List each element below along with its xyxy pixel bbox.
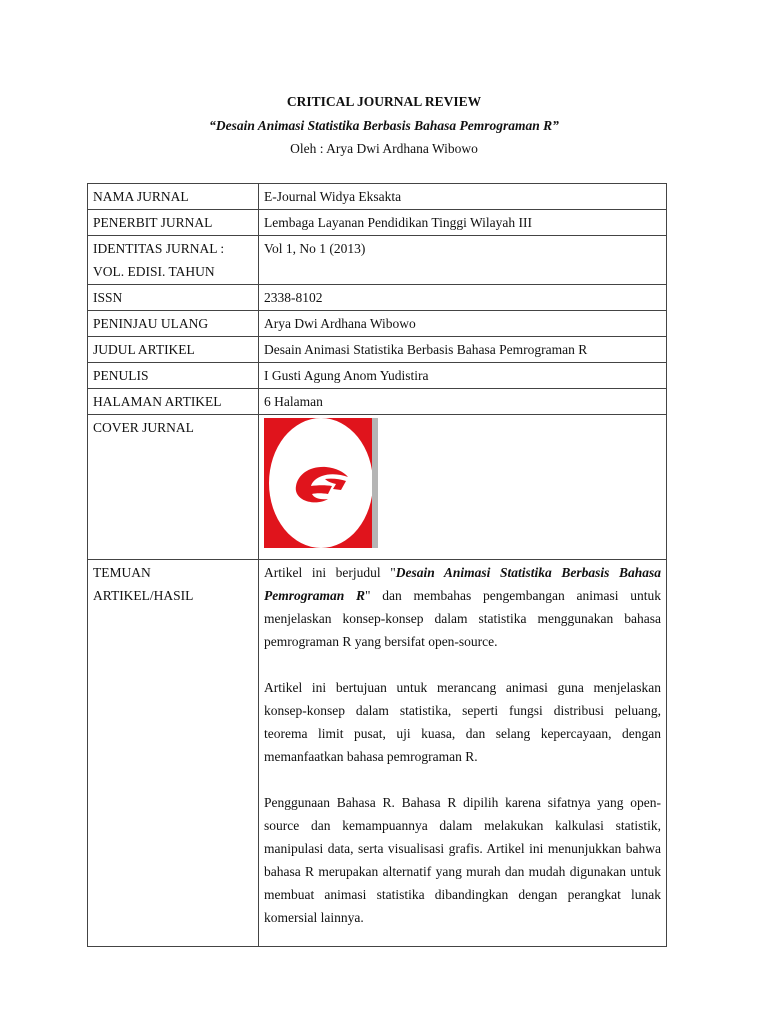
row-value: E-Journal Widya Eksakta <box>259 184 667 210</box>
row-label: JUDUL ARTIKEL <box>88 337 259 363</box>
row-label: NAMA JURNAL <box>88 184 259 210</box>
table-row <box>88 415 667 560</box>
row-value: I Gusti Agung Anom Yudistira <box>259 363 667 389</box>
review-table <box>87 183 667 947</box>
row-value: Arya Dwi Ardhana Wibowo <box>259 311 667 337</box>
article-title-emphasis: Desain Animasi Statistika Berbasis Bahasa Pemrograman R <box>264 565 662 603</box>
row-label-line: IDENTITAS JURNAL : <box>93 241 225 256</box>
row-value: Lembaga Layanan Pendidikan Tinggi Wilayah III <box>259 210 667 236</box>
row-label <box>88 560 259 947</box>
row-label: COVER JURNAL <box>88 415 259 560</box>
article-title-heading: “Desain Animasi Statistika Berbasis Bahasa Pemrograman R” <box>209 118 559 133</box>
table-row <box>88 184 667 210</box>
row-label-line: ARTIKEL/HASIL <box>93 588 194 603</box>
row-value: 6 Halaman <box>259 389 667 415</box>
row-value: Vol 1, No 1 (2013) <box>259 236 667 285</box>
table-row <box>88 337 667 363</box>
findings-text <box>259 560 667 947</box>
table-row <box>88 560 667 947</box>
journal-logo-icon <box>292 464 350 504</box>
row-value: Desain Animasi Statistika Berbasis Bahasa Pemrograman R <box>259 337 667 363</box>
row-label: PENINJAU ULANG <box>88 311 259 337</box>
row-label-line: VOL. EDISI. TAHUN <box>93 264 215 279</box>
row-label-line: TEMUAN <box>93 565 151 580</box>
row-label <box>88 236 259 285</box>
findings-paragraph-2: Artikel ini bertujuan untuk merancang animasi guna menjelaskan konsep-konsep dalam statistika, seperti fungsi distribusi peluang, teorema limit pusat, uji kuasa, dan selang kepercayaan, dengan memanfaatkan bahasa pemrograman R. <box>264 680 661 764</box>
row-label: PENULIS <box>88 363 259 389</box>
row-value <box>259 415 667 560</box>
row-label: HALAMAN ARTIKEL <box>88 389 259 415</box>
author-line: Oleh : Arya Dwi Ardhana Wibowo <box>290 141 478 156</box>
table-row <box>88 210 667 236</box>
table-row <box>88 389 667 415</box>
document-title: CRITICAL JOURNAL REVIEW <box>286 94 482 109</box>
journal-cover-image <box>264 418 378 548</box>
row-label: PENERBIT JURNAL <box>88 210 259 236</box>
findings-paragraph-1: Artikel ini berjudul "Desain Animasi Statistika Berbasis Bahasa Pemrograman R" dan membahas pengembangan animasi untuk menjelaskan konsep-konsep dalam statistika menggunakan bahasa pemrograman R yang bersifat open-source. <box>264 565 662 649</box>
row-label: ISSN <box>88 285 259 311</box>
findings-paragraph-3: Penggunaan Bahasa R. Bahasa R dipilih karena sifatnya yang open-source dan kemampuannya dalam melakukan kalkulasi statistik, manipulasi data, serta visualisasi grafis. Artikel ini menunjukkan bahwa bahasa R merupakan alternatif yang murah dan mudah digunakan untuk membuat animasi statistika dibandingkan dengan perangkat lunak komersial lainnya. <box>264 795 661 925</box>
row-value: 2338-8102 <box>259 285 667 311</box>
table-row <box>88 285 667 311</box>
table-row <box>88 363 667 389</box>
table-row <box>88 236 667 285</box>
table-row <box>88 311 667 337</box>
